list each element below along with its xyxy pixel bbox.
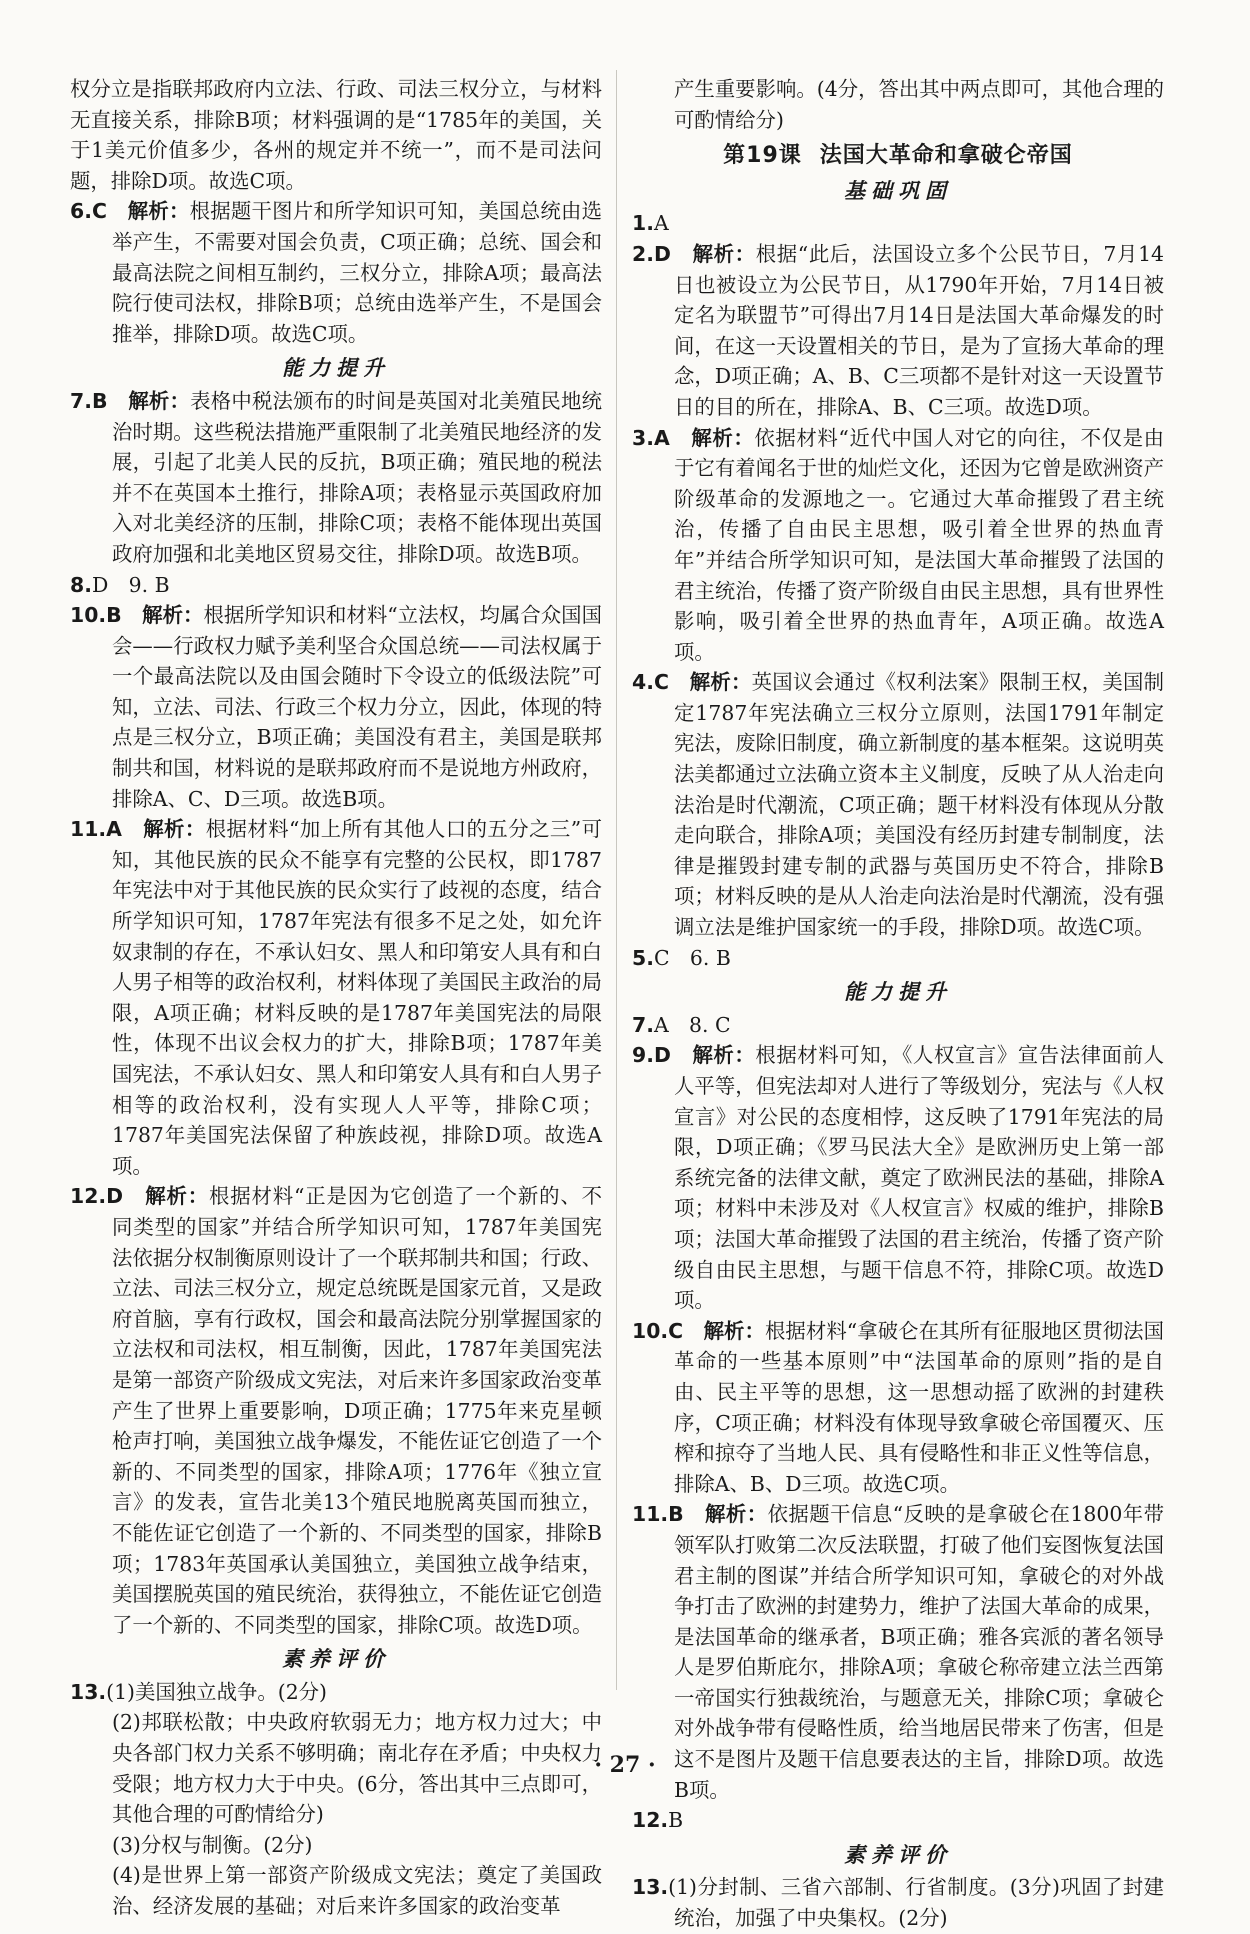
question-11: 11.A 解析：根据材料“加上所有其他人口的五分之三”可知，其他民族的民众不能享有完整的公民权，即1787年宪法中对于其他民族的民众实行了歧视的态度，结合所学知识可知，1787年宪法有很多不足之处，如允许奴隶制的存在，不承认妇女、黑人和印第安人具有和白人男子相等的政治权利，材料体现了美国民主政治的局限，A项正确；材料反映的是1787年美国宪法的局限性，体现不出议会权力的扩大，排除B项；1787年美国宪法，不承认妇女、黑人和印第安人具有和白人男子相等的政治权利，没有实现人人平等，排除C项；1787年美国宪法保留了种族歧视，排除D项。故选A项。: [70, 817, 603, 1178]
question-1: 1.A: [632, 211, 669, 236]
left-intro-text: 权分立是指联邦政府内立法、行政、司法三权分立，与材料无直接关系，排除B项；材料强调的是“1785年的美国，关于1美元价值多少，各州的规定并不统一”，而不是司法问题，排除D项。故选C项。: [70, 77, 602, 193]
question-12: 12.D 解析：根据材料“正是因为它创造了一个新的、不同类型的国家”并结合所学知识可知，1787年美国宪法依据分权制衡原则设计了一个联邦制共和国；行政、立法、司法三权分立，规定总统既是国家元首，又是政府首脑，享有行政权，国会和最高法院分别掌握国家的立法权和司法权，相互制衡，因此，1787年美国宪法是第一部资产阶级成文宪法，对后来许多国家政治变革产生了世界上重要影响，D项正确；1775年来克星顿枪声打响，美国独立战争爆发，不能佐证它创造了一个新的、不同类型的国家，排除A项；1776年《独立宣言》的发表，宣告北美13个殖民地脱离英国而独立，不能佐证它创造了一个新的、不同类型的国家，排除B项；1783年英国承认美国独立，美国独立战争结束，美国摆脱英国的殖民统治，获得独立，不能佐证它创造了一个新的、不同类型的国家，排除C项。故选D项。: [70, 1184, 603, 1637]
question-13-part-1: 13.(1)美国独立战争。(2分): [70, 1679, 328, 1704]
section-heading-literacy: 素养评价: [282, 1646, 390, 1672]
column-divider: [616, 70, 617, 1690]
question-9: 9.D 解析：根据材料可知，《人权宣言》宣告法律面前人人平等，但宪法却对人进行了等级划分，宪法与《人权宣言》对公民的态度相悖，这反映了1791年宪法的局限，D项正确；《罗马民法大全》是欧洲历史上第一部系统完备的法律文献，奠定了欧洲民法的基础，排除A项；材料中未涉及对《人权宣言》权威的维护，排除B项；法国大革命摧毁了法国的君主统治，传播了资产阶级自由民主思想，与题干信息不符，排除C项。故选D项。: [632, 1043, 1165, 1313]
question-2: 2.D 解析：根据“此后，法国设立多个公民节日，7月14日也被设立为公民节日，从1790年开始，7月14日被定名为联盟节”可得出7月14日是法国大革命爆发的时间，在这一天设置相关的节日，是为了宣扬大革命的理念，D项正确；A、B、C三项都不是针对这一天设置节日的目的所在，排除A、B、C三项。故选D项。: [632, 241, 1165, 419]
question-13-right: 13.(1)分封制、三省六部制、行省制度。(3分)巩固了封建统治，加强了中央集权。(2分): [632, 1875, 1164, 1931]
lesson-title: [632, 141, 1164, 172]
section-heading-ability: 能力提升: [282, 355, 390, 381]
section-heading-literacy-right: 素养评价: [844, 1841, 952, 1867]
right-column: [632, 74, 1164, 1934]
question-10: 10.B 解析：根据所学知识和材料“立法权，均属合众国国会——行政权力赋予美利坚合众国总统——司法权属于一个最高法院以及由国会随时下令设立的低级法院”可知，立法、司法、行政三个权力分立，因此，体现的特点是三权分立，B项正确；美国没有君主，美国是联邦制共和国，材料说的是联邦政府而不是说地方州政府，排除A、C、D三项。故选B项。: [70, 603, 602, 811]
question-4: 4.C 解析：英国议会通过《权利法案》限制王权，美国制定1787年宪法确立三权分立原则，法国1791年制定宪法，废除旧制度，确立新制度的基本框架。这说明英法美都通过立法确立资本主义制度，反映了从人治走向法治是时代潮流，C项正确；题干材料没有体现从分散走向联合，排除A项；美国没有经历封建专制制度，法律是摧毁封建专制的武器与英国历史不符合，排除B项；材料反映的是从人治走向法治是时代潮流，没有强调立法是维护国家统一的手段，排除D项。故选C项。: [632, 670, 1165, 940]
question-12-right: 12.B: [632, 1808, 684, 1833]
left-column: [70, 74, 602, 1922]
right-intro-text: 产生重要影响。(4分，答出其中两点即可，其他合理的可酌情给分): [674, 77, 1164, 132]
lesson-number: 第19课: [723, 143, 802, 169]
question-7: 7.B 解析：表格中税法颁布的时间是英国对北美殖民地统治时期。这些税法措施严重限制了北美殖民地经济的发展，引起了北美人民的反抗，B项正确；殖民地的税法并不在英国本土推行，排除A项；表格显示英国政府加入对北美经济的压制，排除C项；表格不能体现出英国政府加强和北美地区贸易交往，排除D项。故选B项。: [70, 388, 603, 566]
question-11-right: 11.B 解析：依据题干信息“反映的是拿破仑在1800年带领军队打败第二次反法联盟，打破了他们妄图恢复法国君主制的图谋”并结合所学知识可知，拿破仑的对外战争打击了欧洲的封建势力，维护了法国大革命的成果，是法国革命的继承者，B项正确；雅各宾派的著名领导人是罗伯斯庇尔，排除A项；拿破仑称帝建立法兰西第一帝国实行独裁统治，与题意无关，排除C项；拿破仑对外战争带有侵略性质，给当地居民带来了伤害，但是这不是图片及题干信息要表达的主旨，排除D项。故选B项。: [632, 1502, 1164, 1802]
question-5-6: 5.C 6. B: [632, 945, 731, 970]
page-number: · 27 ·: [594, 1752, 656, 1778]
question-10-right: 10.C 解析：根据材料“拿破仑在其所有征服地区贯彻法国革命的一些基本原则”中“法国革命的原则”指的是自由、民主平等的思想，这一思想动摇了欧洲的封建秩序，C项正确；材料没有体现导致拿破仑帝国覆灭、压榨和掠夺了当地人民、具有侵略性和非正义性等信息，排除A、B、D三项。故选C项。: [632, 1318, 1164, 1496]
question-13-part-4: (4)是世界上第一部资产阶级成文宪法；奠定了美国政治、经济发展的基础；对后来许多国家的政治变革: [112, 1863, 602, 1919]
section-heading-ability-right: 能力提升: [844, 979, 952, 1005]
question-13-part-2: (2)邦联松散；中央政府软弱无力；地方权力过大；中央各部门权力关系不够明确；南北存在矛盾；中央权力受限；地方权力大于中央。(6分，答出其中三点即可，其他合理的可酌情给分): [112, 1710, 602, 1827]
question-8-9: 8.D 9. B: [70, 572, 170, 597]
section-heading-basic: 基础巩固: [844, 177, 952, 203]
question-13-part-3: (3)分权与制衡。(2分): [112, 1832, 313, 1857]
question-3: 3.A 解析：依据材料“近代中国人对它的向往，不仅是由于它有着闻名于世的灿烂文化，还因为它曾是欧洲资产阶级革命的发源地之一。它通过大革命摧毁了君主统治，传播了自由民主思想，吸引着全世界的热血青年”并结合所学知识可知，是法国大革命摧毁了法国的君主统治，传播了资产阶级自由民主思想，具有世界性影响，吸引着全世界的热血青年，A项正确。故选A项。: [632, 425, 1164, 664]
question-7-8: 7.A 8. C: [632, 1012, 731, 1037]
lesson-name: 法国大革命和拿破仑帝国: [819, 143, 1073, 169]
question-6: 6.C 解析：根据题干图片和所学知识可知，美国总统由选举产生，不需要对国会负责，C项正确；总统、国会和最高法院之间相互制约，三权分立，排除A项；最高法院行使司法权，排除B项；总统由选举产生，不是国会推举，排除D项。故选C项。: [70, 199, 603, 346]
